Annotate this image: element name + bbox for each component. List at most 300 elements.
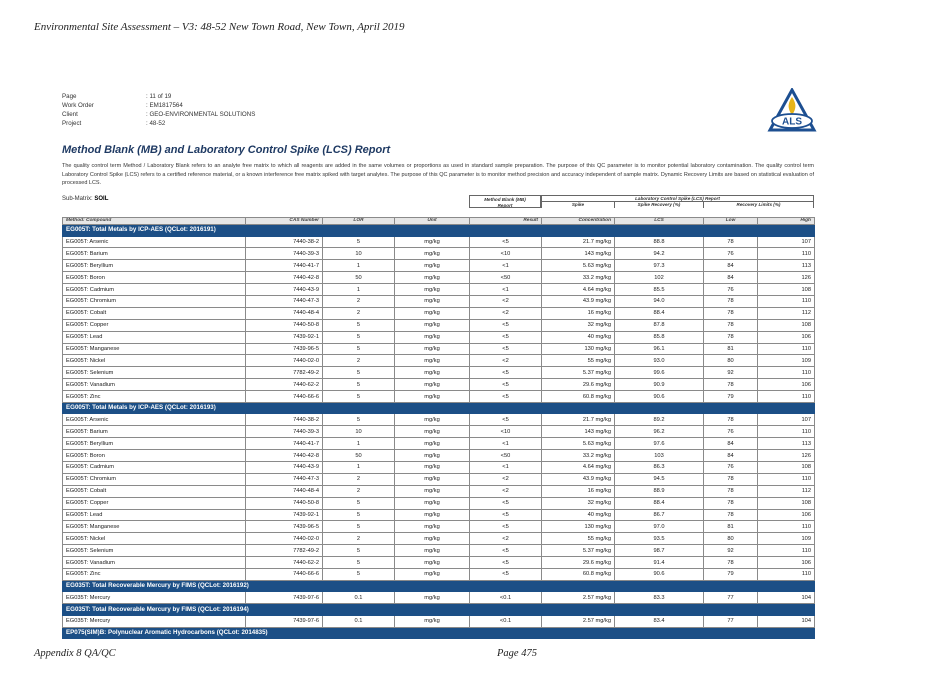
table-cell: EG005T: Vanadium	[63, 557, 246, 569]
table-cell: <2	[470, 355, 542, 367]
table-cell: 93.0	[615, 355, 704, 367]
table-cell: 5	[323, 509, 395, 521]
table-cell: 29.6 mg/kg	[542, 557, 615, 569]
table-cell: 110	[758, 545, 815, 557]
table-cell: 7440-42-8	[246, 272, 323, 284]
table-row	[63, 450, 815, 462]
table-cell: EG005T: Chromium	[63, 295, 246, 307]
table-cell: 43.9 mg/kg	[542, 295, 615, 307]
table-cell: EG005T: Arsenic	[63, 236, 246, 248]
table-cell: 78	[704, 414, 758, 426]
table-cell: <5	[470, 509, 542, 521]
table-cell: 86.7	[615, 509, 704, 521]
table-cell: EG005T: Beryllium	[63, 260, 246, 272]
table-cell: 5	[323, 391, 395, 403]
table-cell: 33.2 mg/kg	[542, 450, 615, 462]
table-cell: 94.5	[615, 473, 704, 485]
table-cell: mg/kg	[395, 236, 470, 248]
table-row	[63, 379, 815, 391]
table-cell: 126	[758, 450, 815, 462]
table-cell: 94.2	[615, 248, 704, 260]
table-cell: 88.8	[615, 236, 704, 248]
table-cell: 92	[704, 545, 758, 557]
table-cell: <1	[470, 438, 542, 450]
sub-matrix	[62, 196, 108, 202]
table-cell: 106	[758, 557, 815, 569]
section-title: EG005T: Total Metals by ICP-AES (QCLot: 2016191)	[63, 225, 815, 237]
table-cell: 7440-47-3	[246, 473, 323, 485]
table-cell: mg/kg	[395, 295, 470, 307]
table-cell: 5.63 mg/kg	[542, 260, 615, 272]
table-cell: 130 mg/kg	[542, 343, 615, 355]
column-header: Unit	[395, 218, 470, 225]
table-cell: 0.1	[323, 592, 395, 604]
table-row	[63, 557, 815, 569]
table-cell: 98.7	[615, 545, 704, 557]
meta-value: : EM1817564	[146, 102, 183, 109]
mb-header-label: Method Blank (MB)	[484, 197, 526, 202]
table-cell: 81	[704, 521, 758, 533]
table-cell: mg/kg	[395, 485, 470, 497]
report-title: Method Blank (MB) and Laboratory Control Spike (LCS) Report	[62, 144, 391, 156]
table-cell: 7440-38-2	[246, 236, 323, 248]
table-cell: 110	[758, 343, 815, 355]
table-cell: 106	[758, 509, 815, 521]
table-cell: 109	[758, 533, 815, 545]
table-cell: 10	[323, 426, 395, 438]
table-cell: 110	[758, 391, 815, 403]
table-cell: 2	[323, 485, 395, 497]
table-cell: 88.4	[615, 307, 704, 319]
section-header-row	[63, 402, 815, 414]
table-cell: 81	[704, 343, 758, 355]
column-header: Method: Compound	[63, 218, 246, 225]
table-cell: EG005T: Barium	[63, 248, 246, 260]
table-cell: 2	[323, 307, 395, 319]
table-cell: 29.6 mg/kg	[542, 379, 615, 391]
table-cell: 76	[704, 426, 758, 438]
table-cell: <5	[470, 367, 542, 379]
table-cell: 80	[704, 355, 758, 367]
table-cell: 85.5	[615, 284, 704, 296]
qc-table-wrap	[62, 195, 814, 639]
section-header-row	[63, 604, 815, 616]
table-cell: EG005T: Manganese	[63, 521, 246, 533]
table-cell: 40 mg/kg	[542, 331, 615, 343]
table-cell: EG005T: Lead	[63, 509, 246, 521]
column-header: CAS Number	[246, 218, 323, 225]
table-cell: mg/kg	[395, 272, 470, 284]
table-cell: 108	[758, 284, 815, 296]
table-cell: mg/kg	[395, 592, 470, 604]
table-cell: mg/kg	[395, 284, 470, 296]
table-cell: <1	[470, 260, 542, 272]
table-cell: 76	[704, 284, 758, 296]
document-header: Environmental Site Assessment – V3: 48-52 New Town Road, New Town, April 2019	[34, 21, 405, 33]
table-cell: 5	[323, 236, 395, 248]
table-cell: 110	[758, 367, 815, 379]
table-cell: 60.8 mg/kg	[542, 391, 615, 403]
table-cell: <5	[470, 331, 542, 343]
table-cell: 109	[758, 355, 815, 367]
table-cell: <0.1	[470, 592, 542, 604]
table-cell: mg/kg	[395, 307, 470, 319]
table-cell: 84	[704, 438, 758, 450]
table-cell: 110	[758, 426, 815, 438]
section-header-row	[63, 225, 815, 237]
table-row	[63, 533, 815, 545]
report-meta	[62, 92, 402, 128]
table-cell: 7440-48-4	[246, 307, 323, 319]
table-cell: 107	[758, 414, 815, 426]
table-cell: <5	[470, 379, 542, 391]
table-cell: mg/kg	[395, 473, 470, 485]
table-cell: <2	[470, 473, 542, 485]
table-cell: 5.63 mg/kg	[542, 438, 615, 450]
table-cell: 5	[323, 545, 395, 557]
table-cell: 110	[758, 473, 815, 485]
table-cell: 110	[758, 569, 815, 581]
table-row	[63, 260, 815, 272]
table-cell: 77	[704, 615, 758, 627]
table-cell: EG005T: Boron	[63, 272, 246, 284]
meta-value: : 11 of 19	[146, 93, 172, 100]
section-title: EP075(SIM)B: Polynuclear Aromatic Hydrocarbons (QCLot: 2014835)	[63, 627, 815, 639]
table-cell: mg/kg	[395, 248, 470, 260]
sub-matrix-value: SOIL	[94, 196, 109, 202]
table-cell: 78	[704, 497, 758, 509]
table-cell: 90.6	[615, 569, 704, 581]
table-cell: EG035T: Mercury	[63, 592, 246, 604]
table-cell: 5	[323, 331, 395, 343]
table-cell: EG005T: Selenium	[63, 367, 246, 379]
table-cell: 40 mg/kg	[542, 509, 615, 521]
table-cell: 88.9	[615, 485, 704, 497]
table-cell: EG005T: Selenium	[63, 545, 246, 557]
table-cell: 112	[758, 307, 815, 319]
table-cell: 7440-02-0	[246, 533, 323, 545]
table-cell: EG005T: Cadmium	[63, 462, 246, 474]
als-logo-icon	[767, 88, 817, 134]
table-cell: 108	[758, 319, 815, 331]
table-cell: EG005T: Cobalt	[63, 307, 246, 319]
table-cell: <2	[470, 533, 542, 545]
meta-row	[62, 110, 402, 119]
table-cell: EG005T: Vanadium	[63, 379, 246, 391]
table-cell: EG005T: Copper	[63, 319, 246, 331]
table-cell: <2	[470, 485, 542, 497]
table-cell: mg/kg	[395, 391, 470, 403]
table-cell: 84	[704, 450, 758, 462]
table-cell: 1	[323, 260, 395, 272]
table-cell: 5	[323, 343, 395, 355]
table-row	[63, 319, 815, 331]
meta-row	[62, 119, 402, 128]
table-cell: 55 mg/kg	[542, 533, 615, 545]
table-cell: 78	[704, 557, 758, 569]
table-cell: <5	[470, 236, 542, 248]
table-cell: <10	[470, 248, 542, 260]
table-cell: 79	[704, 391, 758, 403]
table-cell: EG005T: Boron	[63, 450, 246, 462]
table-cell: mg/kg	[395, 497, 470, 509]
table-cell: mg/kg	[395, 331, 470, 343]
table-cell: 16 mg/kg	[542, 485, 615, 497]
table-cell: <50	[470, 450, 542, 462]
recovery-limits-header: Recovery Limits (%)	[703, 202, 814, 209]
table-cell: <5	[470, 414, 542, 426]
table-cell: 85.8	[615, 331, 704, 343]
table-cell: EG005T: Zinc	[63, 391, 246, 403]
table-cell: EG005T: Barium	[63, 426, 246, 438]
table-cell: mg/kg	[395, 569, 470, 581]
mb-header-sub: Report	[497, 203, 513, 208]
table-cell: mg/kg	[395, 343, 470, 355]
table-cell: mg/kg	[395, 615, 470, 627]
table-cell: EG005T: Cadmium	[63, 284, 246, 296]
table-row	[63, 521, 815, 533]
table-cell: 7440-43-9	[246, 462, 323, 474]
table-row	[63, 569, 815, 581]
document-footer-left: Appendix 8 QA/QC	[34, 648, 116, 659]
table-cell: 84	[704, 272, 758, 284]
table-cell: 91.4	[615, 557, 704, 569]
table-cell: 0.1	[323, 615, 395, 627]
table-cell: 7440-47-3	[246, 295, 323, 307]
table-cell: 83.4	[615, 615, 704, 627]
table-cell: <5	[470, 557, 542, 569]
table-row	[63, 615, 815, 627]
meta-label: Page	[62, 93, 77, 100]
table-cell: EG005T: Manganese	[63, 343, 246, 355]
table-cell: 50	[323, 272, 395, 284]
table-row	[63, 272, 815, 284]
column-header: High	[758, 218, 815, 225]
table-cell: 7440-42-8	[246, 450, 323, 462]
table-cell: 4.64 mg/kg	[542, 462, 615, 474]
table-cell: 84	[704, 260, 758, 272]
table-cell: 7440-48-4	[246, 485, 323, 497]
table-cell: EG005T: Beryllium	[63, 438, 246, 450]
table-cell: 108	[758, 462, 815, 474]
table-row	[63, 414, 815, 426]
table-cell: mg/kg	[395, 414, 470, 426]
table-cell: <5	[470, 569, 542, 581]
column-header-row	[63, 218, 815, 225]
table-cell: 7440-62-2	[246, 557, 323, 569]
table-cell: 7782-49-2	[246, 367, 323, 379]
method-blank-header	[469, 195, 541, 208]
column-header: LCS	[615, 218, 704, 225]
table-cell: <0.1	[470, 615, 542, 627]
table-cell: 55 mg/kg	[542, 355, 615, 367]
table-cell: 78	[704, 319, 758, 331]
table-row	[63, 462, 815, 474]
table-cell: 7439-97-6	[246, 615, 323, 627]
table-cell: 126	[758, 272, 815, 284]
table-cell: 97.3	[615, 260, 704, 272]
section-header-row	[63, 627, 815, 639]
table-cell: 106	[758, 379, 815, 391]
table-cell: 97.6	[615, 438, 704, 450]
table-cell: 5	[323, 497, 395, 509]
table-cell: 94.0	[615, 295, 704, 307]
table-cell: 5	[323, 414, 395, 426]
table-group-header	[62, 195, 814, 217]
table-cell: 102	[615, 272, 704, 284]
meta-label: Client	[62, 111, 78, 118]
table-cell: 76	[704, 248, 758, 260]
table-cell: <1	[470, 284, 542, 296]
table-cell: 2	[323, 355, 395, 367]
table-cell: 110	[758, 521, 815, 533]
table-row	[63, 545, 815, 557]
table-cell: 108	[758, 497, 815, 509]
column-header: Result	[470, 218, 542, 225]
table-cell: 90.6	[615, 391, 704, 403]
table-cell: 78	[704, 307, 758, 319]
table-row	[63, 248, 815, 260]
table-cell: <2	[470, 307, 542, 319]
table-cell: 80	[704, 533, 758, 545]
table-cell: 5.37 mg/kg	[542, 545, 615, 557]
table-cell: 1	[323, 284, 395, 296]
table-cell: 86.3	[615, 462, 704, 474]
table-cell: 7439-96-5	[246, 343, 323, 355]
report-description: The quality control term Method / Laboratory Blank refers to an analyte free matrix to which all reagents are added in the same volumes or proportions as used in standard sample preparation. The purpose of this QC parameter is to monitor potential laboratory contamination. The quality control term Laboratory Control Spike (LCS) refers to a certified reference material, or a known interference free matrix spiked with target analytes. The purpose of this QC parameter is to monitor method precision and accuracy independent of sample matrix. Dynamic Recovery Limits are based on statistical evaluation of processed LCS.	[62, 163, 814, 187]
table-cell: mg/kg	[395, 462, 470, 474]
table-cell: <5	[470, 343, 542, 355]
table-cell: 5	[323, 569, 395, 581]
table-cell: 2.57 mg/kg	[542, 615, 615, 627]
table-cell: EG005T: Copper	[63, 497, 246, 509]
table-cell: 60.8 mg/kg	[542, 569, 615, 581]
table-cell: 5	[323, 367, 395, 379]
table-cell: <5	[470, 545, 542, 557]
table-cell: 32 mg/kg	[542, 497, 615, 509]
table-cell: <2	[470, 295, 542, 307]
table-cell: mg/kg	[395, 355, 470, 367]
table-cell: 5	[323, 319, 395, 331]
table-cell: mg/kg	[395, 426, 470, 438]
spike-recovery-header: Spike Recovery (%)	[614, 202, 703, 209]
table-cell: 7439-92-1	[246, 331, 323, 343]
table-cell: 130 mg/kg	[542, 521, 615, 533]
table-cell: 7440-66-6	[246, 391, 323, 403]
logo-text: ALS	[782, 116, 802, 128]
table-cell: EG005T: Zinc	[63, 569, 246, 581]
table-cell: 4.64 mg/kg	[542, 284, 615, 296]
table-cell: 7439-92-1	[246, 509, 323, 521]
table-cell: 43.9 mg/kg	[542, 473, 615, 485]
table-body	[63, 225, 815, 639]
table-cell: mg/kg	[395, 557, 470, 569]
table-cell: 7440-50-8	[246, 497, 323, 509]
table-cell: 110	[758, 295, 815, 307]
table-cell: 143 mg/kg	[542, 426, 615, 438]
qc-results-table	[62, 217, 815, 639]
table-cell: EG005T: Cobalt	[63, 485, 246, 497]
table-cell: mg/kg	[395, 533, 470, 545]
table-cell: 89.2	[615, 414, 704, 426]
table-cell: 78	[704, 331, 758, 343]
table-cell: 77	[704, 592, 758, 604]
meta-label: Work Order	[62, 102, 94, 109]
table-cell: 96.2	[615, 426, 704, 438]
table-row	[63, 355, 815, 367]
table-cell: 2.57 mg/kg	[542, 592, 615, 604]
table-cell: 78	[704, 295, 758, 307]
table-cell: EG005T: Lead	[63, 331, 246, 343]
table-cell: 10	[323, 248, 395, 260]
table-cell: mg/kg	[395, 367, 470, 379]
table-cell: 5	[323, 557, 395, 569]
table-cell: 21.7 mg/kg	[542, 414, 615, 426]
table-cell: 33.2 mg/kg	[542, 272, 615, 284]
table-cell: mg/kg	[395, 450, 470, 462]
meta-row	[62, 101, 402, 110]
table-cell: 104	[758, 592, 815, 604]
table-cell: mg/kg	[395, 438, 470, 450]
meta-row	[62, 92, 402, 101]
table-cell: 143 mg/kg	[542, 248, 615, 260]
lcs-header: Laboratory Control Spike (LCS) Report	[541, 195, 814, 202]
table-cell: mg/kg	[395, 319, 470, 331]
table-cell: 93.5	[615, 533, 704, 545]
table-cell: 113	[758, 260, 815, 272]
table-cell: 113	[758, 438, 815, 450]
table-cell: 1	[323, 438, 395, 450]
table-cell: <5	[470, 521, 542, 533]
table-cell: mg/kg	[395, 379, 470, 391]
table-row	[63, 284, 815, 296]
table-cell: 88.4	[615, 497, 704, 509]
table-row	[63, 592, 815, 604]
table-cell: 78	[704, 379, 758, 391]
table-cell: 7782-49-2	[246, 545, 323, 557]
table-cell: 90.9	[615, 379, 704, 391]
table-cell: <10	[470, 426, 542, 438]
table-cell: 7440-38-2	[246, 414, 323, 426]
table-cell: 76	[704, 462, 758, 474]
table-cell: mg/kg	[395, 521, 470, 533]
spike-header: Spike	[541, 202, 614, 209]
table-cell: 2	[323, 533, 395, 545]
table-cell: 99.6	[615, 367, 704, 379]
table-row	[63, 307, 815, 319]
table-cell: 78	[704, 473, 758, 485]
table-cell: EG005T: Nickel	[63, 355, 246, 367]
table-cell: 5.37 mg/kg	[542, 367, 615, 379]
table-cell: 78	[704, 485, 758, 497]
table-cell: 107	[758, 236, 815, 248]
meta-value: : GEO-ENVIRONMENTAL SOLUTIONS	[146, 111, 256, 118]
table-row	[63, 473, 815, 485]
table-cell: mg/kg	[395, 260, 470, 272]
table-row	[63, 426, 815, 438]
table-cell: <5	[470, 497, 542, 509]
table-cell: 7439-97-6	[246, 592, 323, 604]
table-cell: EG005T: Nickel	[63, 533, 246, 545]
table-cell: 5	[323, 521, 395, 533]
table-cell: 7439-96-5	[246, 521, 323, 533]
table-cell: <1	[470, 462, 542, 474]
table-cell: 104	[758, 615, 815, 627]
table-row	[63, 497, 815, 509]
table-cell: EG035T: Mercury	[63, 615, 246, 627]
table-cell: 92	[704, 367, 758, 379]
table-cell: 50	[323, 450, 395, 462]
